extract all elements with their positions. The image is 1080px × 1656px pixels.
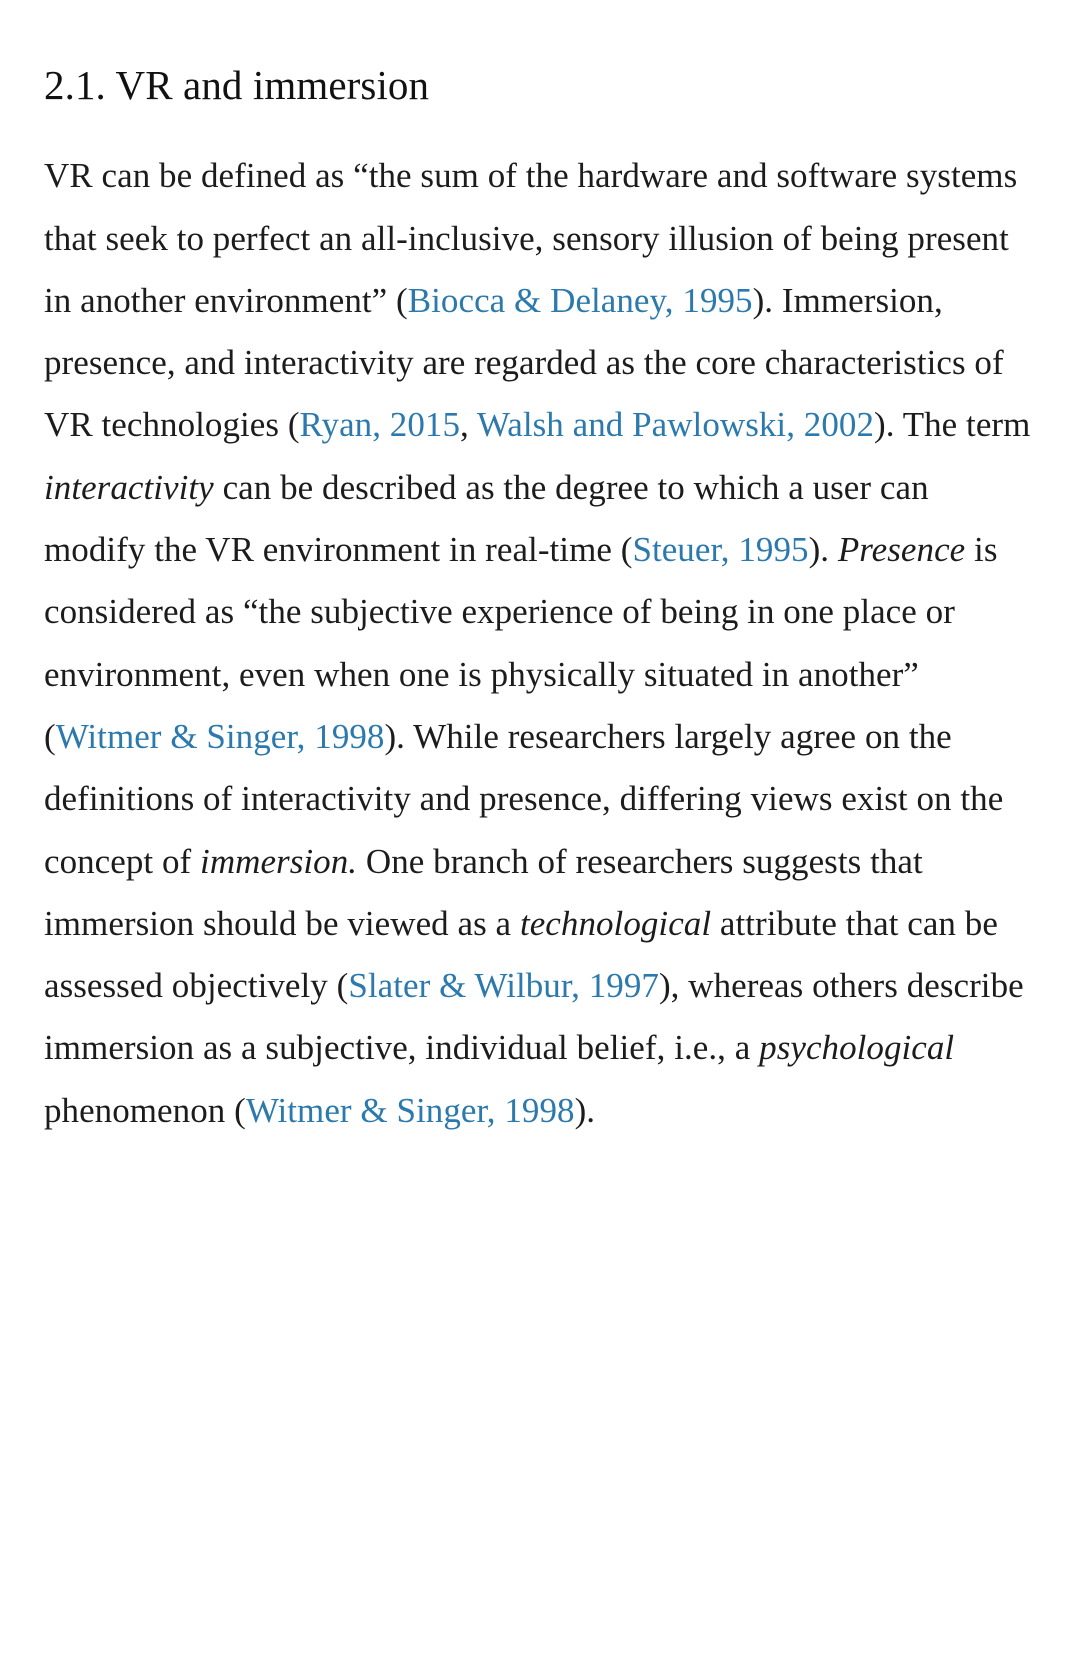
emphasized-term: interactivity: [44, 467, 214, 507]
body-text-run: can be described as the degree to which a user can modify the VR environment in real-time (: [44, 467, 929, 570]
body-text-run: ), whereas others describe immersion as a subjective, individual belief, i.e., a: [44, 966, 1024, 1068]
body-text-run: ). The term: [874, 405, 1031, 445]
section-heading: 2.1. VR and immersion: [44, 62, 430, 108]
citation-link[interactable]: Steuer, 1995: [632, 530, 809, 570]
body-text-run: ). Immersion, presence, and interactivity are regarded as the core characteristics of VR technologies (: [44, 280, 1004, 445]
body-text-run: ). While researchers largely agree on the definitions of interactivity and presence, differing views exist on the concept of: [44, 716, 1004, 881]
body-text-run: ).: [808, 530, 838, 570]
body-text-run: phenomenon (: [44, 1090, 246, 1130]
body-text-run: ,: [460, 405, 477, 445]
citation-link[interactable]: Witmer & Singer, 1998: [245, 1090, 575, 1130]
citation-link[interactable]: Witmer & Singer, 1998: [55, 716, 385, 756]
citation-link[interactable]: Slater & Wilbur, 1997: [348, 966, 659, 1006]
citation-link[interactable]: Biocca & Delaney, 1995: [407, 280, 753, 320]
body-text-run: attribute that can be assessed objectively (: [44, 903, 998, 1006]
body-text-run: ).: [574, 1090, 596, 1130]
section-body-paragraph: [44, 145, 1036, 1142]
emphasized-term: Presence: [837, 530, 966, 570]
emphasized-term: immersion.: [200, 841, 358, 881]
body-text-run: One branch of researchers suggests that immersion should be viewed as a: [44, 841, 923, 943]
citation-link[interactable]: Walsh and Pawlowski, 2002: [476, 405, 875, 445]
body-text-run: VR can be defined as “the sum of the hardware and software systems that seek to perfect an all-inclusive, sensory illusion of being present in another environment” (: [44, 156, 1018, 320]
citation-link[interactable]: Ryan, 2015: [299, 405, 461, 445]
emphasized-term: technological: [519, 903, 712, 943]
emphasized-term: psychological: [759, 1028, 955, 1068]
body-text-run: is considered as “the subjective experience of being in one place or environment, even when one is physically situated in another” (: [44, 530, 998, 756]
